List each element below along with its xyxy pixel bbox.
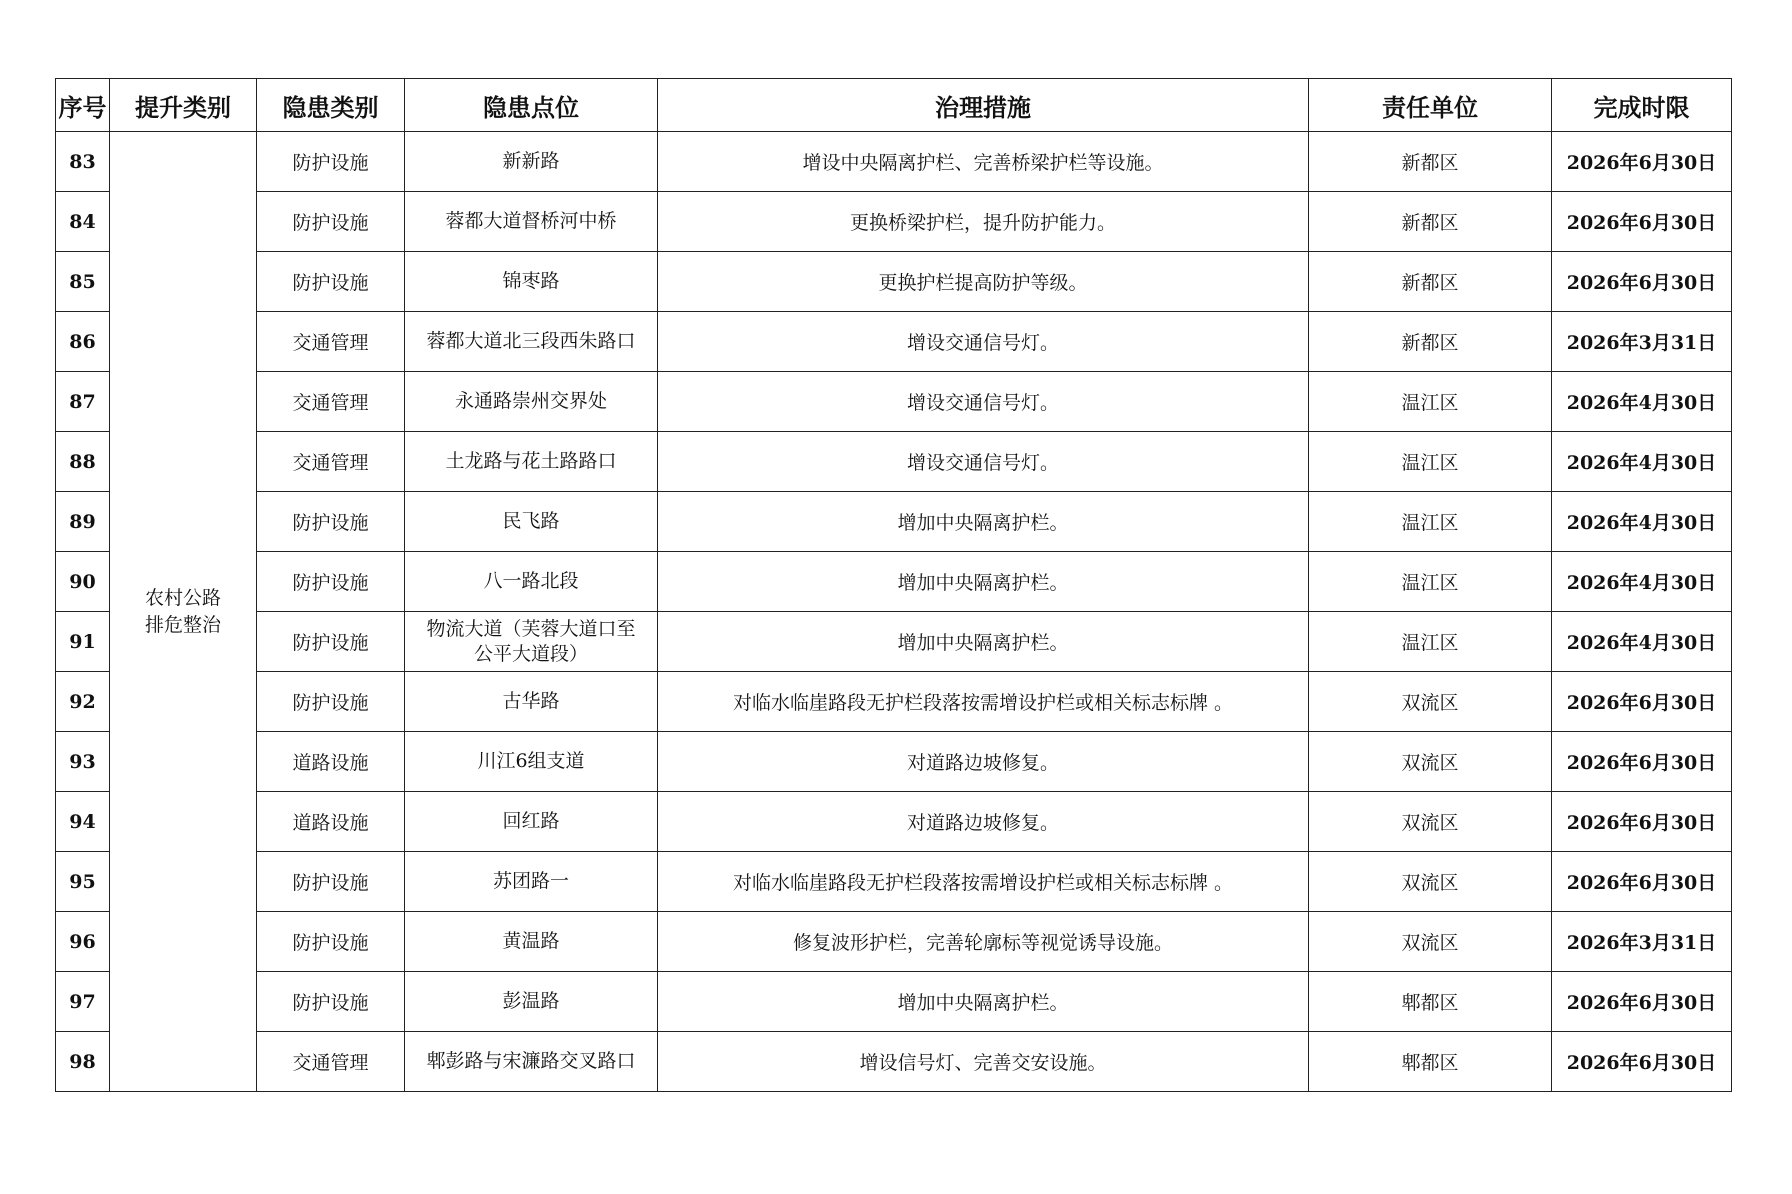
measure-cell: 对道路边坡修复。 bbox=[658, 792, 1309, 852]
row-number: 87 bbox=[56, 372, 110, 432]
table-row bbox=[56, 1032, 1732, 1092]
measure-cell: 对临水临崖路段无护栏段落按需增设护栏或相关标志标牌 。 bbox=[658, 852, 1309, 912]
hazard-type-cell: 防护设施 bbox=[257, 972, 405, 1032]
table-row bbox=[56, 312, 1732, 372]
hazard-location-cell bbox=[405, 132, 658, 192]
deadline-cell: 2026年6月30日 bbox=[1552, 132, 1732, 192]
hazard-location-line: 新新路 bbox=[502, 150, 560, 172]
responsible-unit-cell: 温江区 bbox=[1309, 552, 1552, 612]
measure-cell: 增加中央隔离护栏。 bbox=[658, 552, 1309, 612]
responsible-unit-cell: 双流区 bbox=[1309, 912, 1552, 972]
hazard-location-cell bbox=[405, 852, 658, 912]
row-number: 86 bbox=[56, 312, 110, 372]
table-row bbox=[56, 912, 1732, 972]
measure-cell: 增加中央隔离护栏。 bbox=[658, 612, 1309, 672]
upgrade-category-line: 农村公路 bbox=[144, 586, 221, 609]
deadline-cell: 2026年3月31日 bbox=[1552, 912, 1732, 972]
row-number: 93 bbox=[56, 732, 110, 792]
hazard-type-cell: 道路设施 bbox=[257, 732, 405, 792]
table-row bbox=[56, 252, 1732, 312]
hazard-type-cell: 交通管理 bbox=[257, 372, 405, 432]
header-no: 序号 bbox=[56, 79, 110, 132]
row-number: 83 bbox=[56, 132, 110, 192]
hazard-type-cell: 交通管理 bbox=[257, 1032, 405, 1092]
hazard-location-cell bbox=[405, 732, 658, 792]
measure-cell: 对道路边坡修复。 bbox=[658, 732, 1309, 792]
responsible-unit-cell: 新都区 bbox=[1309, 252, 1552, 312]
table-row bbox=[56, 792, 1732, 852]
hazard-type-cell: 防护设施 bbox=[257, 672, 405, 732]
responsible-unit-cell: 郫都区 bbox=[1309, 1032, 1552, 1092]
responsible-unit-cell: 新都区 bbox=[1309, 192, 1552, 252]
hazard-table bbox=[55, 78, 1732, 1092]
hazard-location-line: 郫彭路与宋濂路交叉路口 bbox=[426, 1050, 636, 1072]
measure-cell: 修复波形护栏，完善轮廓标等视觉诱导设施。 bbox=[658, 912, 1309, 972]
hazard-type-cell: 防护设施 bbox=[257, 612, 405, 672]
table-row bbox=[56, 492, 1732, 552]
table-row bbox=[56, 192, 1732, 252]
row-number: 89 bbox=[56, 492, 110, 552]
deadline-cell: 2026年6月30日 bbox=[1552, 1032, 1732, 1092]
hazard-location-line: 土龙路与花土路路口 bbox=[445, 450, 617, 472]
measure-cell: 增设中央隔离护栏、完善桥梁护栏等设施。 bbox=[658, 132, 1309, 192]
hazard-location-cell bbox=[405, 612, 658, 672]
hazard-location-line: 苏团路一 bbox=[492, 870, 569, 892]
table-row bbox=[56, 372, 1732, 432]
table-body bbox=[56, 132, 1732, 1092]
row-number: 98 bbox=[56, 1032, 110, 1092]
deadline-cell: 2026年6月30日 bbox=[1552, 852, 1732, 912]
hazard-location-cell bbox=[405, 672, 658, 732]
deadline-cell: 2026年4月30日 bbox=[1552, 372, 1732, 432]
deadline-cell: 2026年3月31日 bbox=[1552, 312, 1732, 372]
hazard-location-line: 川江6组支道 bbox=[477, 750, 585, 772]
measure-cell: 增设交通信号灯。 bbox=[658, 372, 1309, 432]
hazard-location-cell bbox=[405, 492, 658, 552]
upgrade-category-line: 排危整治 bbox=[144, 613, 221, 636]
table-row bbox=[56, 552, 1732, 612]
row-number: 94 bbox=[56, 792, 110, 852]
hazard-location-cell bbox=[405, 792, 658, 852]
hazard-location-cell bbox=[405, 312, 658, 372]
hazard-type-cell: 道路设施 bbox=[257, 792, 405, 852]
deadline-cell: 2026年4月30日 bbox=[1552, 612, 1732, 672]
header-hazard-location: 隐患点位 bbox=[405, 79, 658, 132]
hazard-location-line: 物流大道（芙蓉大道口至 bbox=[426, 617, 636, 640]
hazard-location-cell bbox=[405, 192, 658, 252]
hazard-type-cell: 防护设施 bbox=[257, 132, 405, 192]
header-responsible-unit: 责任单位 bbox=[1309, 79, 1552, 132]
responsible-unit-cell: 双流区 bbox=[1309, 792, 1552, 852]
deadline-cell: 2026年6月30日 bbox=[1552, 732, 1732, 792]
hazard-location-line: 公平大道段） bbox=[473, 642, 588, 665]
responsible-unit-cell: 郫都区 bbox=[1309, 972, 1552, 1032]
table-row bbox=[56, 432, 1732, 492]
measure-cell: 更换护栏提高防护等级。 bbox=[658, 252, 1309, 312]
table-row bbox=[56, 612, 1732, 672]
row-number: 91 bbox=[56, 612, 110, 672]
hazard-location-line: 锦枣路 bbox=[502, 270, 560, 292]
row-number: 85 bbox=[56, 252, 110, 312]
hazard-location-line: 彭温路 bbox=[502, 990, 560, 1012]
table-row bbox=[56, 732, 1732, 792]
responsible-unit-cell: 温江区 bbox=[1309, 372, 1552, 432]
row-number: 96 bbox=[56, 912, 110, 972]
hazard-location-cell bbox=[405, 432, 658, 492]
hazard-location-cell bbox=[405, 372, 658, 432]
row-number: 88 bbox=[56, 432, 110, 492]
table-row bbox=[56, 972, 1732, 1032]
measure-cell: 对临水临崖路段无护栏段落按需增设护栏或相关标志标牌 。 bbox=[658, 672, 1309, 732]
hazard-type-cell: 防护设施 bbox=[257, 852, 405, 912]
measure-cell: 更换桥梁护栏，提升防护能力。 bbox=[658, 192, 1309, 252]
deadline-cell: 2026年6月30日 bbox=[1552, 672, 1732, 732]
deadline-cell: 2026年6月30日 bbox=[1552, 972, 1732, 1032]
hazard-location-cell bbox=[405, 552, 658, 612]
responsible-unit-cell: 温江区 bbox=[1309, 612, 1552, 672]
header-upgrade-category: 提升类别 bbox=[110, 79, 257, 132]
row-number: 95 bbox=[56, 852, 110, 912]
header-hazard-type: 隐患类别 bbox=[257, 79, 405, 132]
deadline-cell: 2026年4月30日 bbox=[1552, 492, 1732, 552]
hazard-type-cell: 防护设施 bbox=[257, 492, 405, 552]
header-deadline: 完成时限 bbox=[1552, 79, 1732, 132]
hazard-location-line: 民飞路 bbox=[502, 510, 560, 532]
hazard-type-cell: 交通管理 bbox=[257, 432, 405, 492]
header-measure: 治理措施 bbox=[658, 79, 1309, 132]
responsible-unit-cell: 双流区 bbox=[1309, 732, 1552, 792]
deadline-cell: 2026年6月30日 bbox=[1552, 792, 1732, 852]
measure-cell: 增设交通信号灯。 bbox=[658, 312, 1309, 372]
hazard-type-cell: 防护设施 bbox=[257, 192, 405, 252]
table-row bbox=[56, 672, 1732, 732]
measure-cell: 增加中央隔离护栏。 bbox=[658, 492, 1309, 552]
hazard-type-cell: 防护设施 bbox=[257, 252, 405, 312]
hazard-location-line: 古华路 bbox=[502, 690, 560, 712]
hazard-location-cell bbox=[405, 1032, 658, 1092]
hazard-location-cell bbox=[405, 252, 658, 312]
hazard-location-line: 蓉都大道北三段西朱路口 bbox=[426, 330, 636, 352]
hazard-type-cell: 交通管理 bbox=[257, 312, 405, 372]
upgrade-category-cell bbox=[110, 132, 257, 1092]
measure-cell: 增设交通信号灯。 bbox=[658, 432, 1309, 492]
deadline-cell: 2026年4月30日 bbox=[1552, 552, 1732, 612]
row-number: 97 bbox=[56, 972, 110, 1032]
hazard-location-line: 八一路北段 bbox=[483, 570, 579, 592]
hazard-location-line: 蓉都大道督桥河中桥 bbox=[445, 210, 617, 232]
header-row bbox=[56, 79, 1732, 132]
responsible-unit-cell: 新都区 bbox=[1309, 132, 1552, 192]
measure-cell: 增加中央隔离护栏。 bbox=[658, 972, 1309, 1032]
row-number: 92 bbox=[56, 672, 110, 732]
table-row bbox=[56, 132, 1732, 192]
hazard-location-cell bbox=[405, 972, 658, 1032]
deadline-cell: 2026年6月30日 bbox=[1552, 252, 1732, 312]
row-number: 90 bbox=[56, 552, 110, 612]
responsible-unit-cell: 双流区 bbox=[1309, 672, 1552, 732]
deadline-cell: 2026年6月30日 bbox=[1552, 192, 1732, 252]
responsible-unit-cell: 新都区 bbox=[1309, 312, 1552, 372]
responsible-unit-cell: 双流区 bbox=[1309, 852, 1552, 912]
hazard-location-line: 永通路崇州交界处 bbox=[454, 390, 607, 412]
hazard-location-cell bbox=[405, 912, 658, 972]
table-row bbox=[56, 852, 1732, 912]
hazard-location-line: 黄温路 bbox=[502, 930, 560, 952]
responsible-unit-cell: 温江区 bbox=[1309, 432, 1552, 492]
hazard-type-cell: 防护设施 bbox=[257, 912, 405, 972]
hazard-type-cell: 防护设施 bbox=[257, 552, 405, 612]
responsible-unit-cell: 温江区 bbox=[1309, 492, 1552, 552]
deadline-cell: 2026年4月30日 bbox=[1552, 432, 1732, 492]
row-number: 84 bbox=[56, 192, 110, 252]
hazard-location-line: 回红路 bbox=[502, 810, 560, 832]
measure-cell: 增设信号灯、完善交安设施。 bbox=[658, 1032, 1309, 1092]
